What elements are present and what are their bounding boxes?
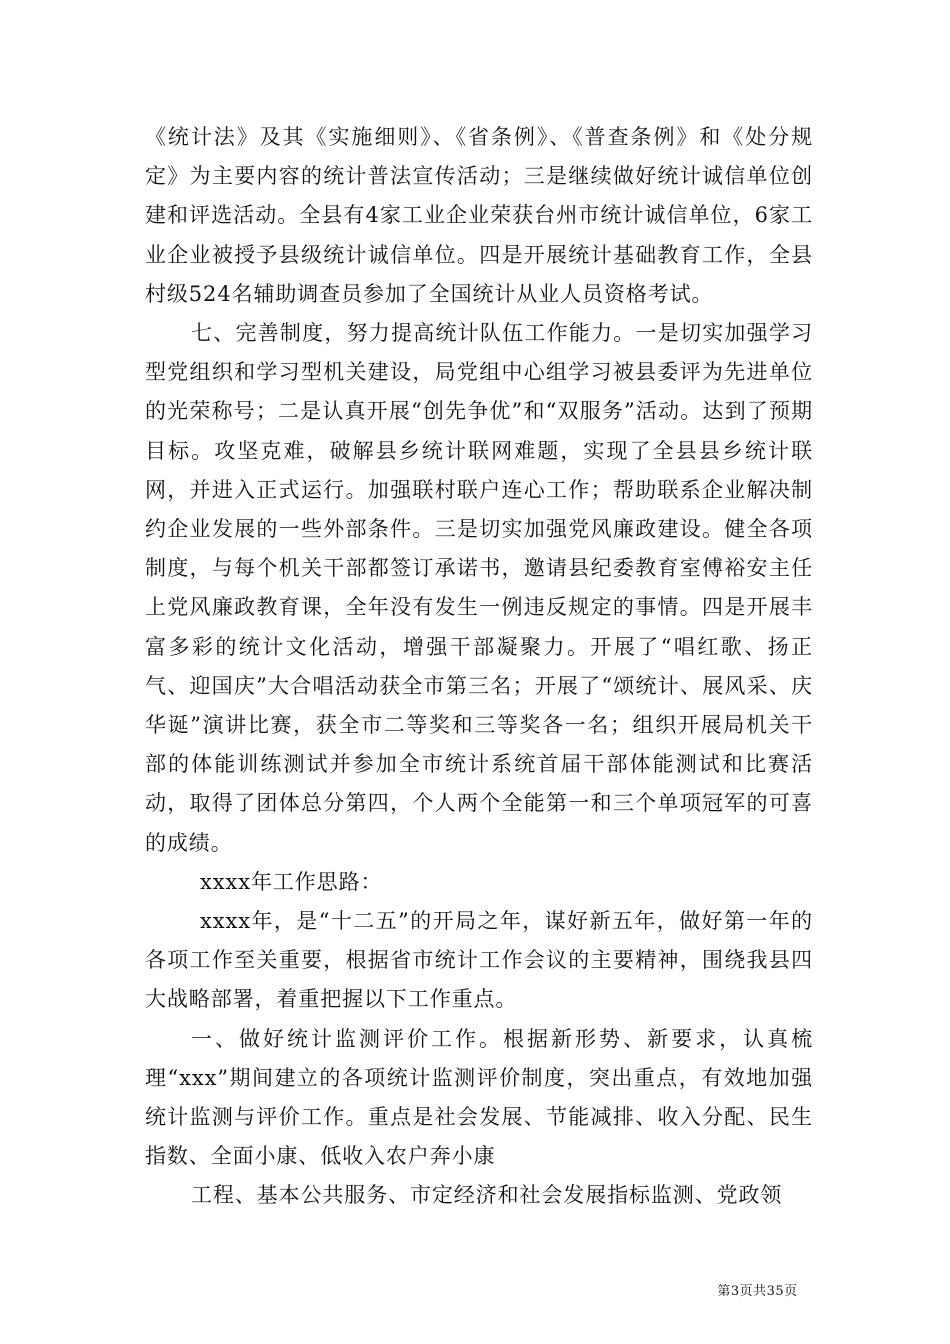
paragraph-work-plan-heading: xxxx年工作思路： [200, 869, 383, 894]
paragraph-continuation: 工程、基本公共服务、市定经济和社会发展指标监测、党政领 [191, 1183, 783, 1208]
document-body [145, 118, 813, 1216]
paragraph-statistics-law-publicity: 《统计法》及其《实施细则》、《省条例》、《普查条例》和《处分规定》为主要内容的统计普法宣传活动；三是继续做好统计诚信单位创建和评选活动。全县有4家工业企业荣获台州市统计诚信单位，6家工业企业被授予县级统计诚信单位。四是开展统计基础教育工作，全县村级524名辅助调查员参加了全国统计从业人员资格考试。 [145, 125, 813, 306]
page-number-footer: 第3页共35页 [717, 1284, 798, 1299]
paragraph-monitoring-evaluation: 一、做好统计监测评价工作。根据新形势、新要求，认真梳理“xxx”期间建立的各项统计监测评价制度，突出重点，有效地加强统计监测与评价工作。重点是社会发展、节能减排、收入分配、民生指数、全面小康、低收入农户奔小康 [145, 1026, 813, 1169]
paragraph-work-plan-intro: xxxx年，是“十二五”的开局之年，谋好新五年，做好第一年的各项工作至关重要，根据省市统计工作会议的主要精神，围绕我县四大战略部署，着重把握以下工作重点。 [145, 909, 813, 1012]
paragraph-section-seven: 七、完善制度，努力提高统计队伍工作能力。一是切实加强学习型党组织和学习型机关建设，局党组中心组学习被县委评为先进单位的光荣称号；二是认真开展“创先争优”和“双服务”活动。达到了预期目标。攻坚克难，破解县乡统计联网难题，实现了全县县乡统计联网，并进入正式运行。加强联村联户连心工作；帮助联系企业解决制约企业发展的一些外部条件。三是切实加强党风廉政建设。健全各项制度，与每个机关干部都签订承诺书，邀请县纪委教育室傅裕安主任上党风廉政教育课，全年没有发生一例违反规定的事情。四是开展丰富多彩的统计文化活动，增强干部凝聚力。开展了“唱红歌、扬正气、迎国庆”大合唱活动获全市第三名；开展了“颂统计、展风采、庆华诞”演讲比赛，获全市二等奖和三等奖各一名；组织开展局机关干部的体能训练测试并参加全市统计系统首届干部体能测试和比赛活动，取得了团体总分第四，个人两个全能第一和三个单项冠军的可喜的成绩。 [145, 321, 813, 855]
